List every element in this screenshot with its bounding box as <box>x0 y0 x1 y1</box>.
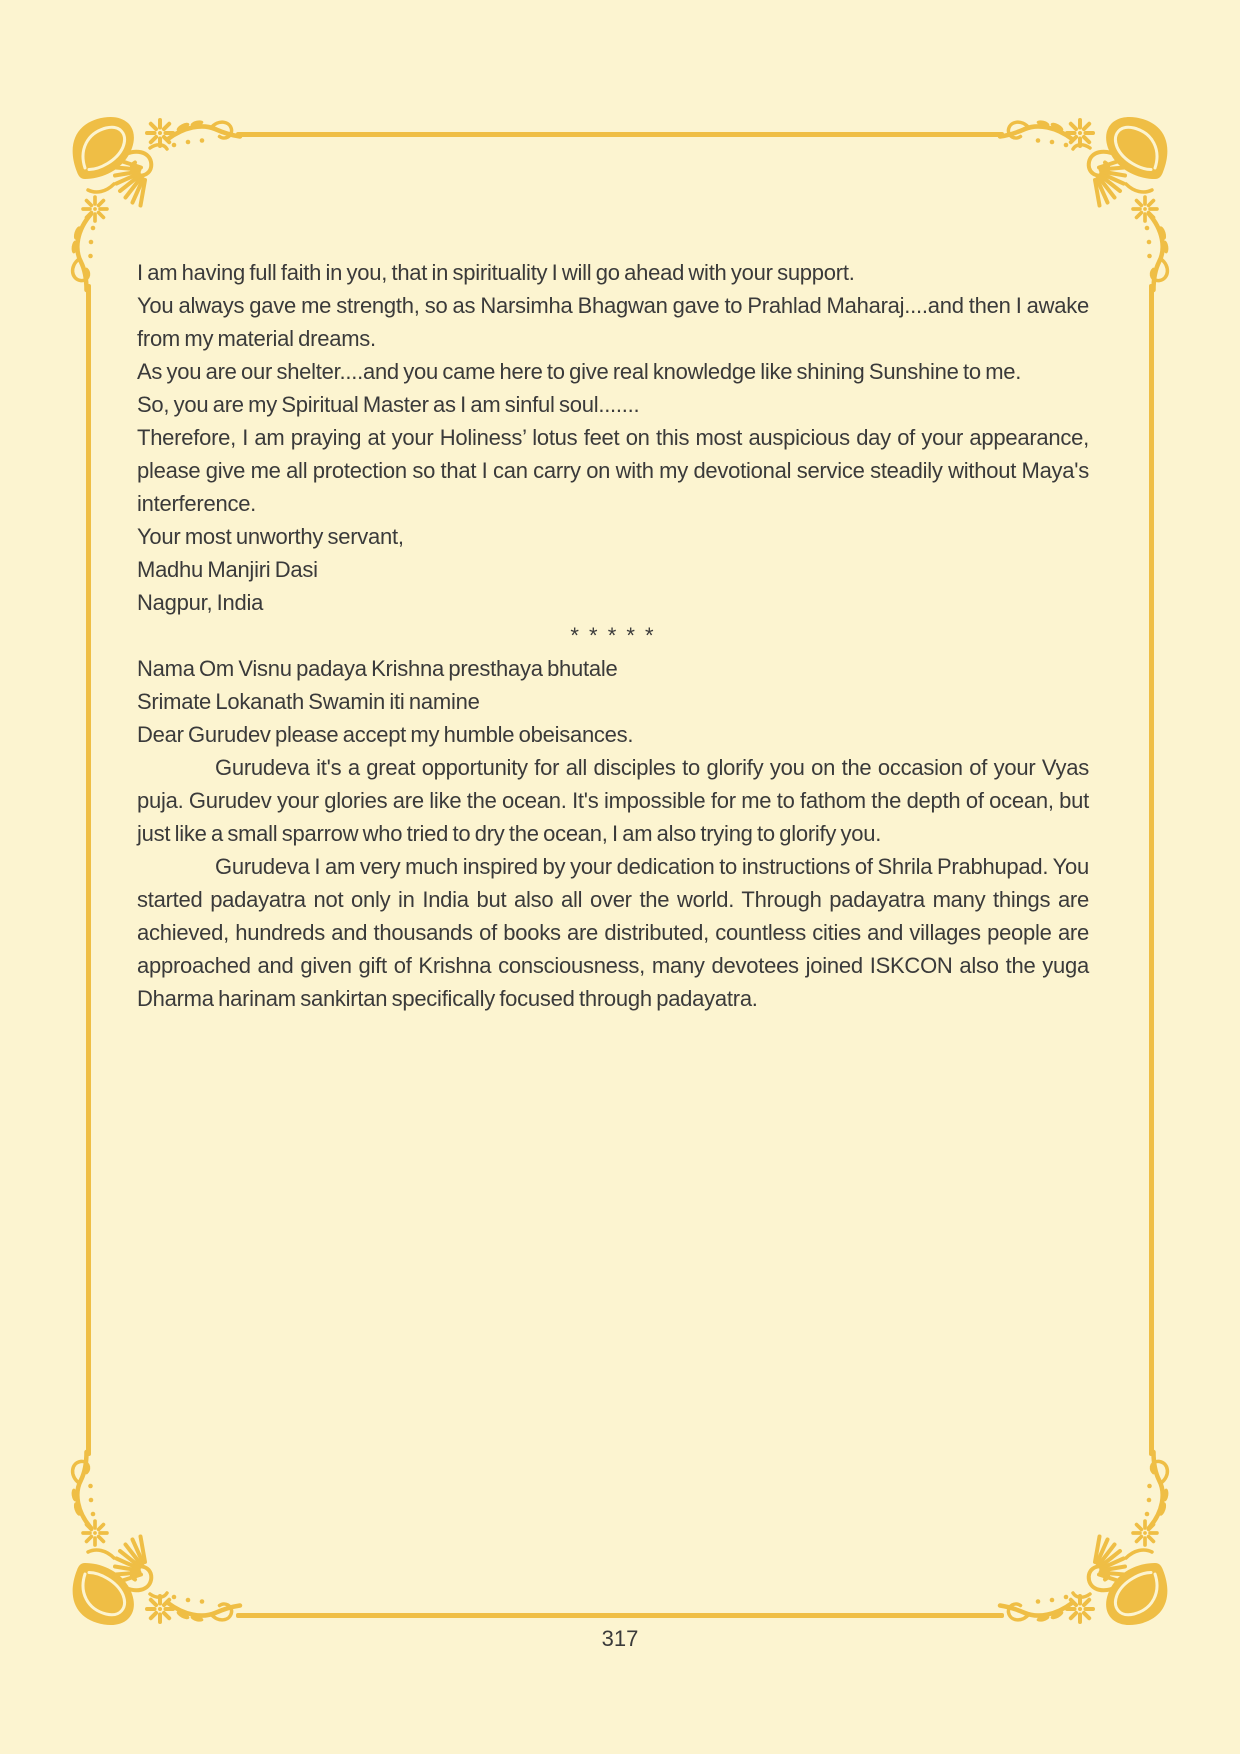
letter-signature: Madhu Manjiri Dasi <box>137 557 318 582</box>
border-line-right <box>1149 284 1154 1456</box>
letter-text-block <box>137 256 1089 1015</box>
invocation-line: Srimate Lokanath Swamin iti namine <box>137 689 480 714</box>
letter-paragraph: Therefore, I am praying at your Holiness’ lotus feet on this most auspicious day of your appearance, please give me all protection so that I can carry on with my devotional service steadily without Maya's interference. <box>137 425 1089 516</box>
floral-corner-ornament-bottom-right-icon <box>1000 1452 1178 1630</box>
letter-paragraph: As you are our shelter....and you came here to give real knowledge like shining Sunshine to me. <box>137 359 1022 384</box>
letter-paragraph: I am having full faith in you, that in spirituality I will go ahead with your support. <box>137 260 855 285</box>
letter-closing: Your most unworthy servant, <box>137 524 404 549</box>
floral-corner-ornament-bottom-left-icon <box>62 1452 240 1630</box>
border-line-bottom <box>236 1613 1004 1618</box>
letter-paragraph: You always gave me strength, so as Narsimha Bhagwan gave to Prahlad Maharaj....and then I awake from my material dreams. <box>137 293 1089 351</box>
letter-location: Nagpur, India <box>137 590 264 615</box>
letter-paragraph: Gurudeva I am very much inspired by your dedication to instructions of Shrila Prabhupad. You started padayatra not only in India but also all over the world. Through padayatra many things are achieved, hundreds and thousands of books are distributed, countless cities and villages people are approached and given gift of Krishna consciousness, many devotees joined ISKCON also the yuga Dharma harinam sankirtan specifically focused through padayatra. <box>137 854 1089 1011</box>
letter-salutation: Dear Gurudev please accept my humble obeisances. <box>137 722 634 747</box>
letter-paragraph: So, you are my Spiritual Master as I am sinful soul....... <box>137 392 640 417</box>
section-separator-stars: * * * * * <box>570 623 656 648</box>
page-number: 317 <box>601 1626 639 1651</box>
border-line-top <box>236 132 1004 137</box>
letter-paragraph: Gurudeva it's a great opportunity for all disciples to glorify you on the occasion of your Vyas puja. Gurudev your glories are like the ocean. It's impossible for me to fathom the depth of ocean, but just like a small sparrow who tried to dry the ocean, I am also trying to glorify you. <box>137 755 1089 846</box>
border-line-left <box>86 284 91 1456</box>
invocation-line: Nama Om Visnu padaya Krishna presthaya bhutale <box>137 656 618 681</box>
